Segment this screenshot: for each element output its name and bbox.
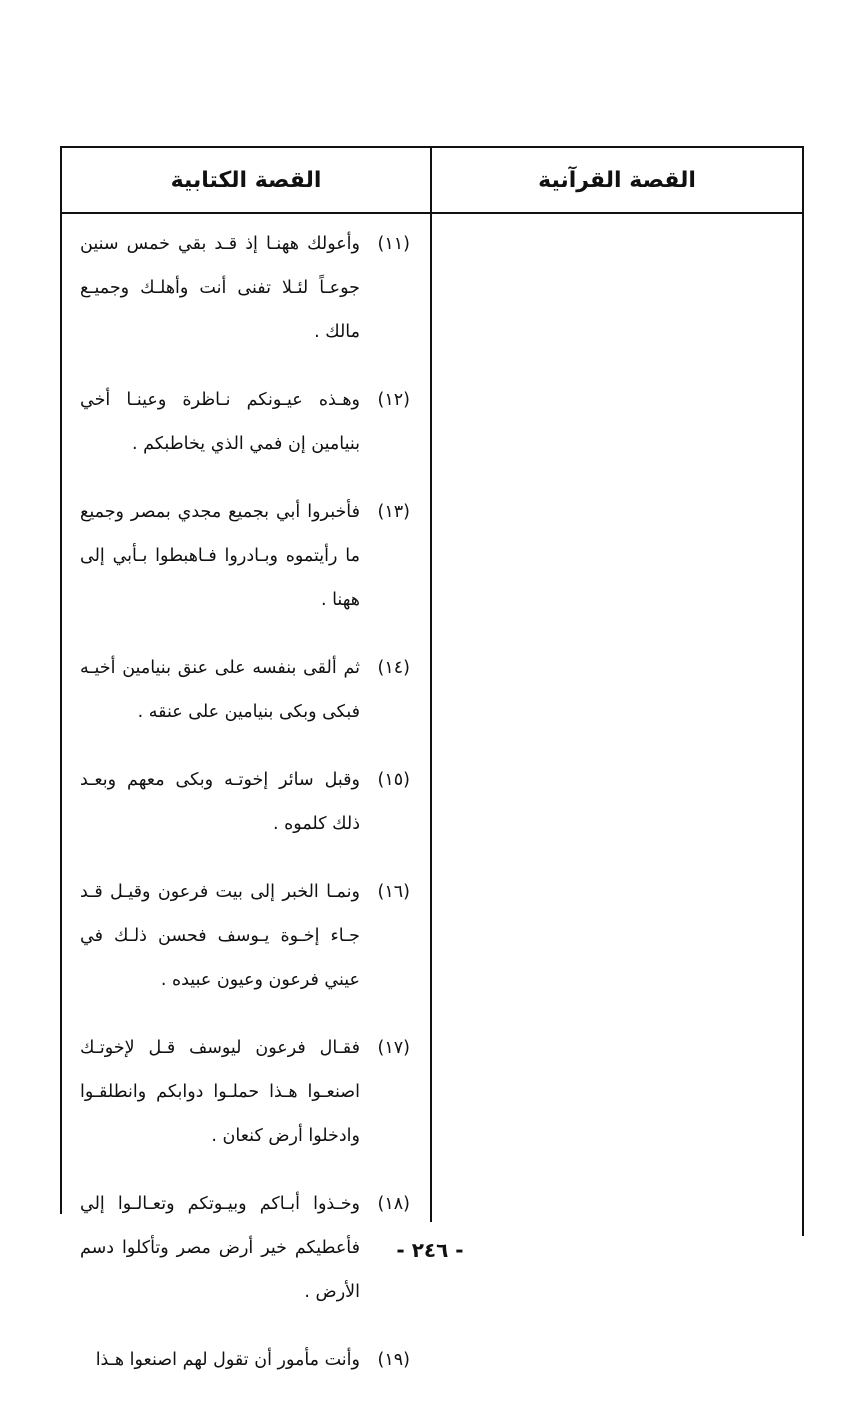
- verse-entry: [80, 1338, 410, 1382]
- verse-text: فقـال فرعون ليوسف قـل لإخوتـك اصنعـوا هـذا حملـوا دوابكم وانطلقـوا وادخلوا أرض كنعان .: [80, 1038, 360, 1146]
- verse-number: (١١): [377, 234, 410, 254]
- verse-entry: [80, 870, 410, 1002]
- page-number: - ٢٤٦ -: [396, 1238, 464, 1262]
- table-header-border: [60, 212, 804, 214]
- table-column-divider: [430, 146, 432, 1222]
- verse-text: ثم ألقى بنفسه على عنق بنيامين أخيـه فبكى وبكى بنيامين على عنقه .: [80, 658, 360, 722]
- verse-number: (١٥): [377, 770, 410, 790]
- table-right-border: [802, 146, 804, 1236]
- verse-text: وأعولك ههنـا إذ قـد بقي خمس سنين جوعـاً لئـلا تفنى أنت وأهلـك وجميـع مالك .: [80, 234, 360, 342]
- verse-entry: [80, 1026, 410, 1158]
- column-header-biblical-story: القصة الكتابية: [170, 167, 322, 193]
- verse-text: وهـذه عيـونكم نـاظرة وعينـا أخي بنيامين إن فمي الذي يخاطبكم .: [80, 390, 360, 454]
- table-left-border: [60, 146, 62, 1214]
- biblical-story-column: [80, 222, 410, 1406]
- verse-entry: [80, 222, 410, 354]
- column-header-quranic-story: القصة القرآنية: [538, 167, 696, 193]
- verse-entry: [80, 378, 410, 466]
- verse-entry: [80, 758, 410, 846]
- verse-number: (١٢): [377, 390, 410, 410]
- verse-text: فأخبروا أبي بجميع مجدي بمصر وجميع ما رأيتموه وبـادروا فـاهبطوا بـأبي إلى ههنا .: [80, 502, 360, 610]
- table-top-border: [60, 146, 804, 148]
- verse-text: وقبل سائر إخوتـه وبكى معهم وبعـد ذلك كلموه .: [80, 770, 360, 834]
- verse-number: (١٩): [377, 1350, 410, 1370]
- verse-number: (١٦): [377, 882, 410, 902]
- verse-number: (١٣): [377, 502, 410, 522]
- verse-text: وأنت مأمور أن تقول لهم اصنعوا هـذا: [95, 1350, 360, 1370]
- verse-entry: [80, 646, 410, 734]
- verse-number: (١٧): [377, 1038, 410, 1058]
- verse-number: (١٤): [377, 658, 410, 678]
- verse-text: ونمـا الخبر إلى بيت فرعون وقيـل قـد جـاء إخـوة يـوسف فحسن ذلـك في عيني فرعون وعيون عبيده .: [80, 882, 360, 990]
- verse-text: وخـذوا أبـاكم وبيـوتكم وتعـالـوا إلي فأعطيكم خير أرض مصر وتأكلوا دسم الأرض .: [80, 1194, 360, 1302]
- verse-number: (١٨): [377, 1194, 410, 1214]
- verse-entry: [80, 490, 410, 622]
